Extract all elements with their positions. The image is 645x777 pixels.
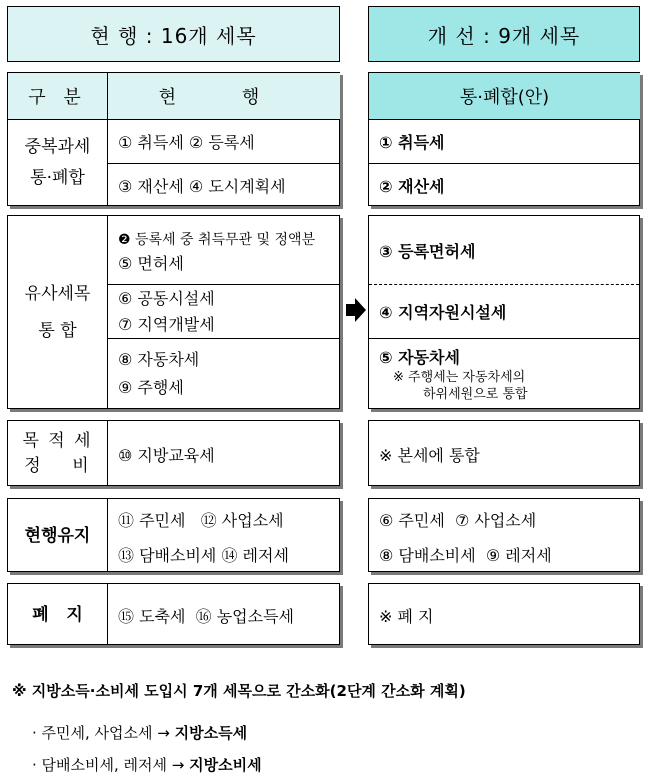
current-header-label: 현 행 : 16개 세목 [90, 23, 257, 48]
abolish-proposed: ※ 폐 지 [379, 606, 434, 626]
abolish-current: ⑮ 도축세 ⑯ 농업소득세 [118, 606, 294, 626]
right-group-maintain [368, 498, 640, 572]
footer-bullet-2-prefix: · 담배소비세, 레저세 → [32, 756, 190, 774]
left-group-duplicate [7, 72, 340, 206]
abolish-category: 폐 지 [32, 604, 83, 625]
proposed-column-header: 통·폐합(안) [369, 73, 640, 119]
similar-current-c1: ⑧ 자동차세 [118, 350, 200, 369]
left-group-similar [7, 215, 340, 409]
purpose-category: 목 적 세 정 비 [22, 430, 93, 476]
similar-proposed-c [369, 339, 640, 409]
purpose-current: ⑩ 지방교육세 [118, 445, 215, 465]
similar-current-a2: ⑤ 면허세 [118, 254, 184, 274]
current-header [7, 6, 340, 62]
similar-proposed-c-note2: 하위세원으로 통합 [423, 386, 528, 402]
duplicate-proposed-row2: ② 재산세 [379, 176, 445, 196]
similar-current-c2: ⑨ 주행세 [118, 378, 184, 397]
similar-proposed-c-note1: ※ 주행세는 자동차세의 [393, 370, 526, 386]
purpose-proposed: ※ 본세에 통합 [379, 445, 480, 465]
duplicate-current-row1: ① 취득세 ② 등록세 [118, 133, 255, 152]
maintain-category: 현행유지 [24, 525, 91, 546]
improved-header-label: 개 선 : 9개 세목 [427, 23, 581, 48]
maintain-proposed-row2: ⑧ 담배소비세 ⑨ 레저세 [379, 545, 552, 565]
maintain-proposed-row1: ⑥ 주민세 ⑦ 사업소세 [379, 511, 537, 530]
similar-current-b1: ⑥ 공동시설세 [118, 288, 215, 308]
similar-current-c [108, 339, 340, 409]
similar-current-a1: ❷ 등록세 중 취득무관 및 정액분 [118, 232, 316, 248]
right-group-purpose [368, 420, 640, 486]
similar-current-a [108, 222, 340, 284]
left-group-purpose [7, 420, 340, 486]
right-group-duplicate [368, 72, 640, 206]
maintain-current-row2: ⑬ 담배소비세 ⑭ 레저세 [118, 545, 289, 565]
right-group-similar [368, 215, 640, 409]
current-column-header: 현 행 [108, 73, 340, 119]
improved-header [368, 6, 640, 62]
left-group-maintain [7, 498, 340, 572]
similar-category: 유사세목 통 합 [24, 283, 91, 341]
similar-proposed-a: ③ 등록면허세 [379, 241, 476, 261]
similar-current-b [108, 285, 340, 338]
similar-current-b2: ⑦ 지역개발세 [118, 314, 215, 334]
footer-note: ※ 지방소득·소비세 도입시 7개 세목으로 간소화(2단계 간소화 계획) [12, 682, 466, 700]
category-column-header: 구 분 [8, 73, 107, 119]
footer-bullet-1 [32, 722, 247, 743]
similar-proposed-c-title: ⑤ 자동차세 [379, 348, 460, 368]
duplicate-category: 중복과세 통·폐합 [24, 137, 91, 188]
similar-proposed-b: ④ 지역자원시설세 [379, 303, 507, 322]
footer-bullet-2-target: 지방소비세 [189, 756, 262, 774]
footer-bullet-1-prefix: · 주민세, 사업소세 → [32, 724, 175, 742]
right-group-abolish [368, 583, 640, 645]
footer-bullet-2 [32, 754, 262, 775]
maintain-current-row1: ⑪ 주민세 ⑫ 사업소세 [118, 511, 284, 530]
left-group-abolish [7, 583, 340, 645]
footer-bullet-1-target: 지방소득세 [174, 724, 248, 742]
duplicate-proposed-row1: ① 취득세 [379, 133, 445, 152]
duplicate-current-row2: ③ 재산세 ④ 도시계획세 [118, 176, 286, 196]
right-arrow-icon [346, 298, 366, 322]
